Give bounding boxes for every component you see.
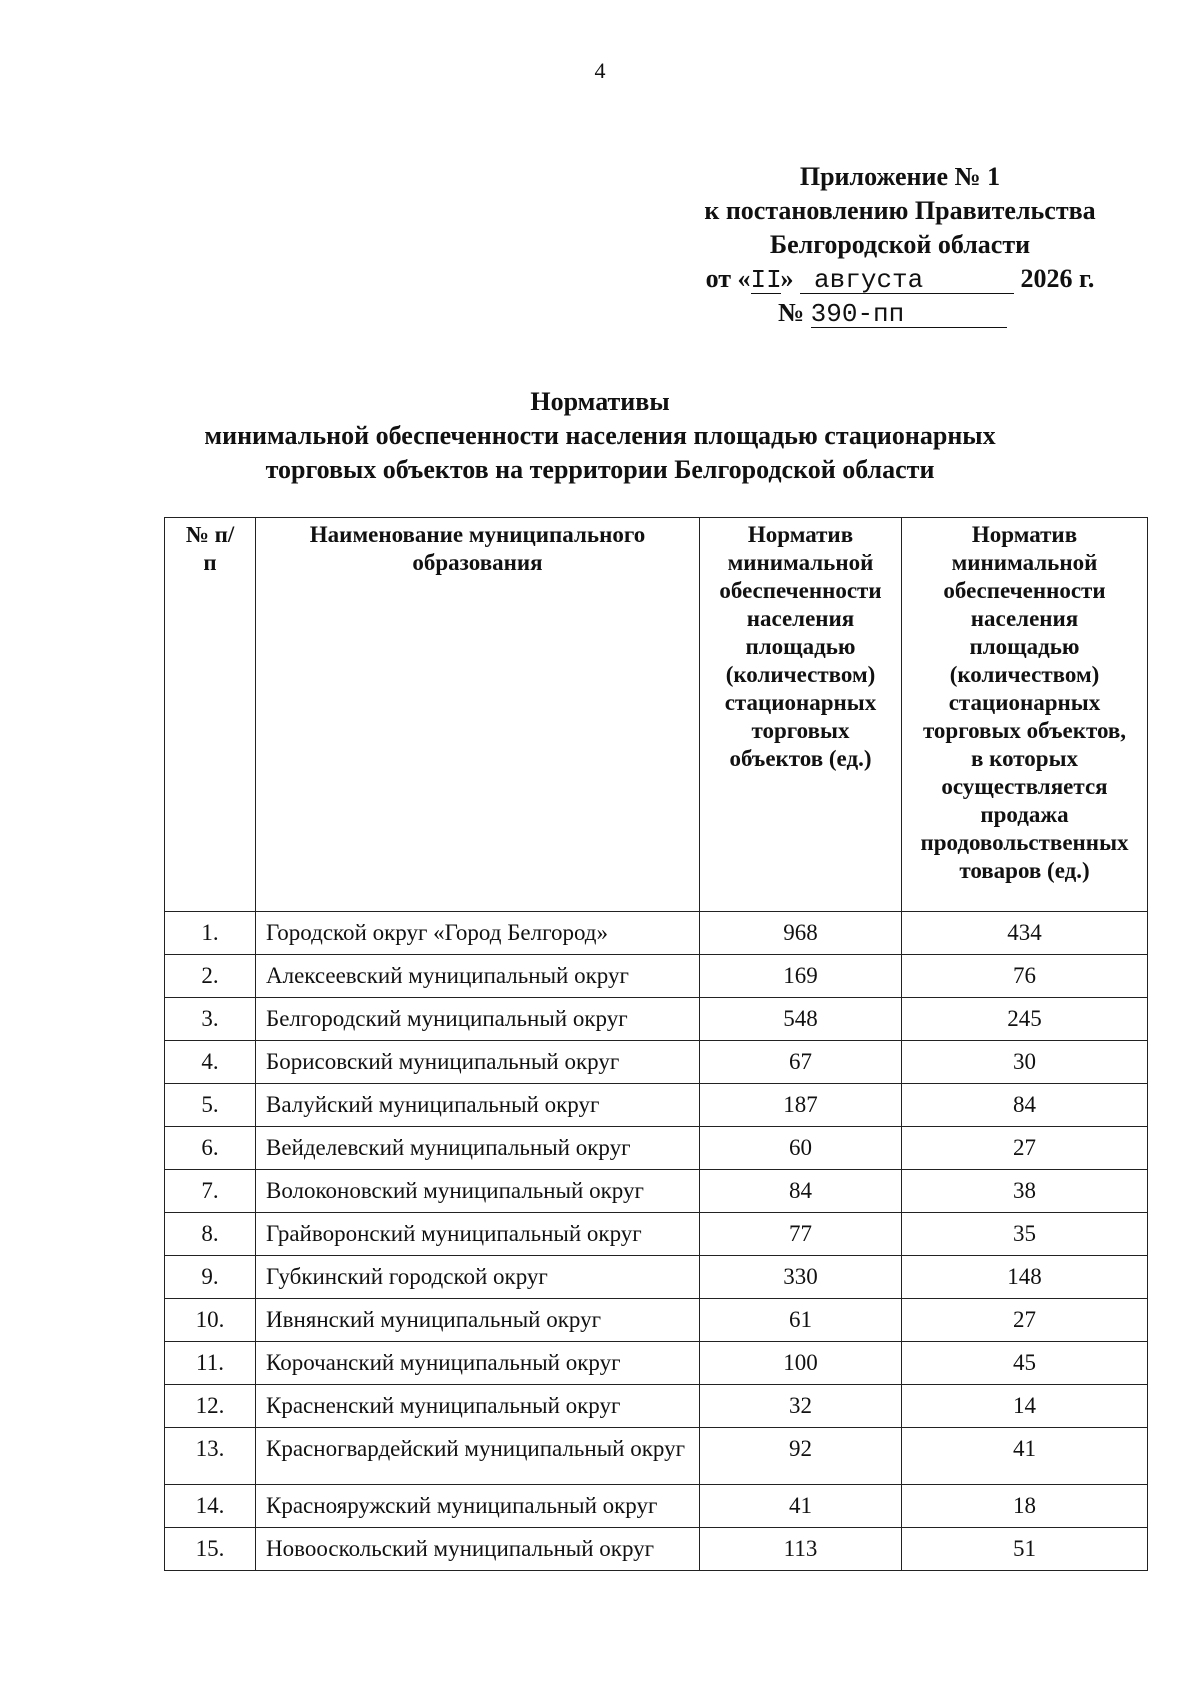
norm-total-value: 41 xyxy=(700,1485,902,1528)
table-row xyxy=(165,912,1148,955)
norm-food-value: 14 xyxy=(902,1385,1148,1428)
norm-total-value: 77 xyxy=(700,1213,902,1256)
appendix-region: Белгородской области xyxy=(769,230,1031,259)
municipality-name: Грайворонский муниципальный округ xyxy=(256,1213,700,1256)
norm-food-value: 38 xyxy=(902,1170,1148,1213)
norm-total-value: 113 xyxy=(700,1528,902,1571)
row-number: 6. xyxy=(165,1127,256,1170)
norm-food-value: 51 xyxy=(902,1528,1148,1571)
row-number: 2. xyxy=(165,955,256,998)
table-row xyxy=(165,1528,1148,1571)
norm-food-value: 27 xyxy=(902,1299,1148,1342)
appendix-decree-ref: к постановлению Правительства xyxy=(704,196,1096,225)
table-row xyxy=(165,1342,1148,1385)
municipality-name: Ивнянский муниципальный округ xyxy=(256,1299,700,1342)
table-row xyxy=(165,1385,1148,1428)
date-mid: » xyxy=(780,264,801,293)
page-number: 4 xyxy=(594,58,606,83)
norm-total-value: 32 xyxy=(700,1385,902,1428)
municipality-name: Красногвардейский муниципальный округ xyxy=(256,1428,700,1485)
date-prefix: от « xyxy=(705,264,751,293)
row-number: 1. xyxy=(165,912,256,955)
municipality-name: Губкинский городской округ xyxy=(256,1256,700,1299)
norm-food-value: 45 xyxy=(902,1342,1148,1385)
table-row xyxy=(165,1485,1148,1528)
norm-total-value: 187 xyxy=(700,1084,902,1127)
number-prefix: № xyxy=(778,298,811,327)
document-title xyxy=(0,385,1200,487)
row-number: 13. xyxy=(165,1428,256,1485)
norms-table xyxy=(164,517,1148,1571)
norm-food-value: 35 xyxy=(902,1213,1148,1256)
municipality-name: Алексеевский муниципальный округ xyxy=(256,955,700,998)
norm-food-value: 76 xyxy=(902,955,1148,998)
norm-total-value: 60 xyxy=(700,1127,902,1170)
norm-total-value: 169 xyxy=(700,955,902,998)
row-number: 11. xyxy=(165,1342,256,1385)
municipality-name: Корочанский муниципальный округ xyxy=(256,1342,700,1385)
norm-food-value: 27 xyxy=(902,1127,1148,1170)
municipality-name: Красненский муниципальный округ xyxy=(256,1385,700,1428)
table-row xyxy=(165,955,1148,998)
norm-food-value: 245 xyxy=(902,998,1148,1041)
row-number: 5. xyxy=(165,1084,256,1127)
table-row xyxy=(165,1170,1148,1213)
table-row xyxy=(165,1127,1148,1170)
appendix-date xyxy=(660,262,1140,296)
norm-total-value: 61 xyxy=(700,1299,902,1342)
norm-total-value: 330 xyxy=(700,1256,902,1299)
number-value: 390-пп xyxy=(811,301,1007,328)
row-number: 8. xyxy=(165,1213,256,1256)
municipality-name: Новооскольский муниципальный округ xyxy=(256,1528,700,1571)
norm-total-value: 67 xyxy=(700,1041,902,1084)
norm-food-value: 84 xyxy=(902,1084,1148,1127)
header-norm-total: Норматив минимальной обеспеченности населения площадью (количеством) стационарных торговых объектов (ед.) xyxy=(700,518,902,912)
norm-total-value: 968 xyxy=(700,912,902,955)
row-number: 10. xyxy=(165,1299,256,1342)
municipality-name: Белгородский муниципальный округ xyxy=(256,998,700,1041)
table-row xyxy=(165,1213,1148,1256)
table-row xyxy=(165,1041,1148,1084)
date-month: августа xyxy=(800,267,1014,294)
date-day: II xyxy=(750,265,782,295)
header-number: № п/п xyxy=(165,518,256,912)
row-number: 12. xyxy=(165,1385,256,1428)
title-line-2: минимальной обеспеченности населения площадью стационарных xyxy=(204,421,996,450)
appendix-title: Приложение № 1 xyxy=(799,162,1001,191)
norm-food-value: 41 xyxy=(902,1428,1148,1485)
header-municipality: Наименование муниципального образования xyxy=(256,518,700,912)
table-body xyxy=(165,912,1148,1571)
norm-total-value: 92 xyxy=(700,1428,902,1485)
municipality-name: Краснояружский муниципальный округ xyxy=(256,1485,700,1528)
header-norm-food: Норматив минимальной обеспеченности населения площадью (количеством) стационарных торговых объектов, в которых осуществляется продажа продовольственных товаров (ед.) xyxy=(902,518,1148,912)
norm-total-value: 84 xyxy=(700,1170,902,1213)
municipality-name: Борисовский муниципальный округ xyxy=(256,1041,700,1084)
norm-food-value: 434 xyxy=(902,912,1148,955)
table-row xyxy=(165,1428,1148,1485)
municipality-name: Валуйский муниципальный округ xyxy=(256,1084,700,1127)
row-number: 15. xyxy=(165,1528,256,1571)
date-year: 2026 г. xyxy=(1020,264,1095,293)
title-line-3: торговых объектов на территории Белгородской области xyxy=(265,455,935,484)
municipality-name: Волоконовский муниципальный округ xyxy=(256,1170,700,1213)
appendix-number xyxy=(660,296,1140,330)
norm-total-value: 100 xyxy=(700,1342,902,1385)
row-number: 7. xyxy=(165,1170,256,1213)
norm-food-value: 18 xyxy=(902,1485,1148,1528)
row-number: 9. xyxy=(165,1256,256,1299)
row-number: 14. xyxy=(165,1485,256,1528)
row-number: 3. xyxy=(165,998,256,1041)
norm-total-value: 548 xyxy=(700,998,902,1041)
table-row xyxy=(165,1256,1148,1299)
municipality-name: Городской округ «Город Белгород» xyxy=(256,912,700,955)
table-row xyxy=(165,1299,1148,1342)
table-row xyxy=(165,1084,1148,1127)
title-line-1: Нормативы xyxy=(530,387,670,416)
norm-food-value: 30 xyxy=(902,1041,1148,1084)
row-number: 4. xyxy=(165,1041,256,1084)
appendix-block xyxy=(660,160,1140,330)
table-row xyxy=(165,998,1148,1041)
table-header-row xyxy=(165,518,1148,912)
municipality-name: Вейделевский муниципальный округ xyxy=(256,1127,700,1170)
norm-food-value: 148 xyxy=(902,1256,1148,1299)
